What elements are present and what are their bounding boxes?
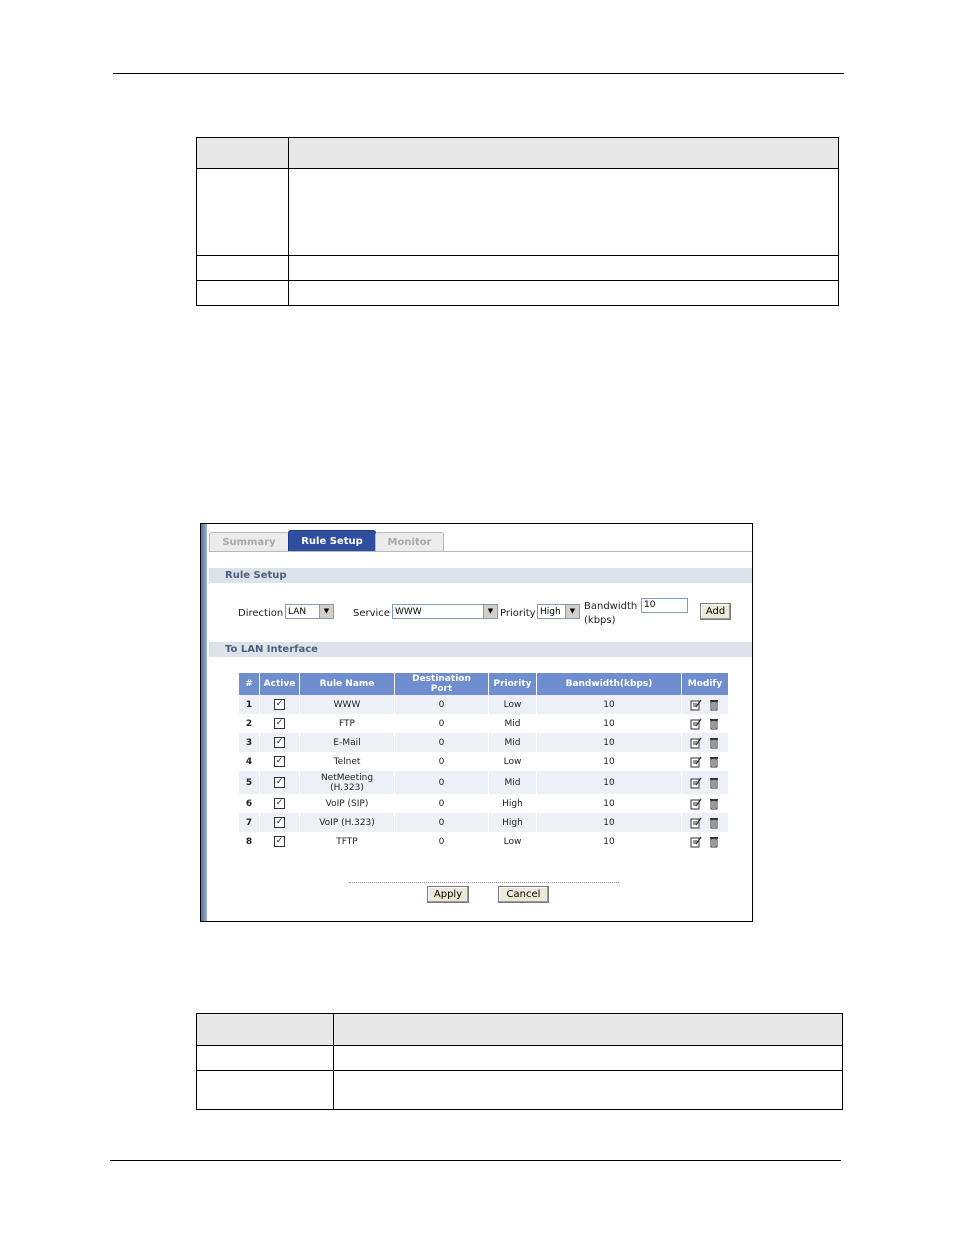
dotted-divider [349, 882, 619, 883]
rule-priority: Low [489, 752, 536, 771]
modify-cell [682, 733, 728, 752]
destination-port: 0 [395, 794, 488, 813]
direction-label: Direction [238, 608, 284, 619]
rule-name-line2: (H.323) [330, 782, 364, 793]
doc-table-bottom [196, 1013, 843, 1110]
service-value: WWW [395, 607, 422, 617]
doc-table-cell [197, 1046, 334, 1071]
bandwidth-input[interactable]: 10 [641, 598, 688, 613]
rule-bandwidth: 10 [537, 714, 681, 733]
col-header-port-label: Port [430, 684, 453, 694]
active-checkbox[interactable] [260, 771, 299, 794]
active-checkbox[interactable] [260, 794, 299, 813]
rule-name-line1: NetMeeting [320, 772, 374, 783]
trash-icon[interactable] [708, 718, 720, 730]
bandwidth-unit-label: (kbps) [584, 615, 616, 626]
table-row [239, 695, 728, 714]
trash-icon[interactable] [708, 777, 720, 789]
rule-bandwidth: 10 [537, 733, 681, 752]
modify-cell [682, 832, 728, 851]
rule-number: 6 [239, 794, 259, 813]
rule-name: WWW [300, 695, 394, 714]
doc-table-cell [289, 169, 839, 256]
rule-number: 1 [239, 695, 259, 714]
chevron-down-icon: ▼ [565, 605, 579, 618]
destination-port: 0 [395, 695, 488, 714]
active-checkbox[interactable] [260, 695, 299, 714]
destination-port: 0 [395, 832, 488, 851]
col-header-destination-label: Destination [412, 674, 471, 684]
rule-priority: Low [489, 695, 536, 714]
doc-table-header-cell [289, 138, 839, 169]
active-checkbox[interactable] [260, 733, 299, 752]
edit-icon[interactable] [690, 777, 702, 789]
modify-cell [682, 752, 728, 771]
priority-value: High [540, 607, 561, 617]
rule-bandwidth: 10 [537, 752, 681, 771]
active-checkbox[interactable] [260, 752, 299, 771]
rule-priority: High [489, 813, 536, 832]
doc-table-cell [334, 1071, 843, 1110]
apply-button[interactable]: Apply [427, 886, 469, 903]
doc-table-cell [334, 1046, 843, 1071]
doc-table-cell [197, 169, 289, 256]
edit-icon[interactable] [690, 737, 702, 749]
rule-priority: Mid [489, 714, 536, 733]
active-checkbox[interactable] [260, 813, 299, 832]
add-button[interactable]: Add [700, 603, 731, 620]
table-row [239, 794, 728, 813]
checkmark-icon: ✓ [275, 737, 284, 747]
cancel-button[interactable]: Cancel [498, 886, 549, 903]
edit-icon[interactable] [690, 836, 702, 848]
active-checkbox[interactable] [260, 832, 299, 851]
rule-number: 3 [239, 733, 259, 752]
service-select[interactable] [392, 604, 498, 619]
rule-number: 5 [239, 771, 259, 794]
footer-rule [110, 1160, 841, 1161]
rules-table [238, 673, 729, 851]
rule-bandwidth: 10 [537, 813, 681, 832]
rule-name: VoIP (SIP) [300, 794, 394, 813]
table-row [239, 832, 728, 851]
edit-icon[interactable] [690, 798, 702, 810]
modify-cell [682, 695, 728, 714]
destination-port: 0 [395, 813, 488, 832]
destination-port: 0 [395, 733, 488, 752]
modify-cell [682, 714, 728, 733]
modify-cell [682, 813, 728, 832]
checkmark-icon: ✓ [275, 777, 284, 787]
col-header-active: Active [260, 673, 299, 695]
col-header-priority: Priority [489, 673, 536, 695]
chevron-down-icon: ▼ [319, 605, 333, 618]
trash-icon[interactable] [708, 817, 720, 829]
rule-number: 7 [239, 813, 259, 832]
trash-icon[interactable] [708, 798, 720, 810]
priority-label: Priority [500, 608, 536, 619]
table-row [239, 771, 728, 794]
rule-name: TFTP [300, 832, 394, 851]
priority-select[interactable] [537, 604, 580, 619]
doc-table-header-cell [334, 1014, 843, 1046]
rule-bandwidth: 10 [537, 794, 681, 813]
checkmark-icon: ✓ [275, 756, 284, 766]
doc-table-cell [197, 256, 289, 281]
rule-priority: Low [489, 832, 536, 851]
doc-table-top [196, 137, 839, 306]
rule-name: FTP [300, 714, 394, 733]
rule-number: 2 [239, 714, 259, 733]
rule-bandwidth: 10 [537, 832, 681, 851]
trash-icon[interactable] [708, 699, 720, 711]
direction-select[interactable] [285, 604, 334, 619]
left-accent-bar [201, 524, 207, 921]
rule-name: VoIP (H.323) [300, 813, 394, 832]
active-checkbox[interactable] [260, 714, 299, 733]
col-header-num: # [239, 673, 259, 695]
edit-icon[interactable] [690, 699, 702, 711]
rule-name: E-Mail [300, 733, 394, 752]
col-header-destination-port [395, 673, 488, 695]
rule-priority: Mid [489, 771, 536, 794]
col-header-rule-name: Rule Name [300, 673, 394, 695]
doc-table-cell [289, 256, 839, 281]
rule-setup-section-title: Rule Setup [209, 568, 752, 583]
rule-name [300, 771, 394, 794]
edit-icon[interactable] [690, 756, 702, 768]
modify-cell [682, 794, 728, 813]
col-header-bandwidth: Bandwidth(kbps) [537, 673, 681, 695]
service-label: Service [353, 608, 390, 619]
trash-icon[interactable] [708, 836, 720, 848]
checkmark-icon: ✓ [275, 699, 284, 709]
tab-rule-setup[interactable]: Rule Setup [288, 530, 376, 552]
doc-table-cell [197, 281, 289, 306]
doc-table-cell [197, 1071, 334, 1110]
destination-port: 0 [395, 771, 488, 794]
tab-summary[interactable]: Summary [209, 532, 289, 552]
table-row [239, 752, 728, 771]
checkmark-icon: ✓ [275, 836, 284, 846]
rule-name: Telnet [300, 752, 394, 771]
rule-setup-screen [200, 523, 753, 922]
checkmark-icon: ✓ [275, 798, 284, 808]
header-rule [113, 73, 844, 74]
edit-icon[interactable] [690, 718, 702, 730]
doc-table-cell [289, 281, 839, 306]
doc-table-header-cell [197, 1014, 334, 1046]
trash-icon[interactable] [708, 756, 720, 768]
rule-bandwidth: 10 [537, 695, 681, 714]
doc-table-header-cell [197, 138, 289, 169]
rule-priority: High [489, 794, 536, 813]
rule-number: 4 [239, 752, 259, 771]
destination-port: 0 [395, 752, 488, 771]
bandwidth-label: Bandwidth [584, 601, 638, 612]
modify-cell [682, 771, 728, 794]
edit-icon[interactable] [690, 817, 702, 829]
table-row [239, 733, 728, 752]
checkmark-icon: ✓ [275, 718, 284, 728]
checkmark-icon: ✓ [275, 817, 284, 827]
chevron-down-icon: ▼ [483, 605, 497, 618]
table-row [239, 714, 728, 733]
direction-value: LAN [288, 607, 307, 617]
table-row [239, 813, 728, 832]
trash-icon[interactable] [708, 737, 720, 749]
destination-port: 0 [395, 714, 488, 733]
col-header-modify: Modify [682, 673, 728, 695]
tab-monitor[interactable]: Monitor [375, 532, 444, 552]
rule-priority: Mid [489, 733, 536, 752]
tab-underline [209, 551, 752, 552]
lan-section-title: To LAN Interface [209, 642, 752, 657]
rule-bandwidth: 10 [537, 771, 681, 794]
rule-number: 8 [239, 832, 259, 851]
